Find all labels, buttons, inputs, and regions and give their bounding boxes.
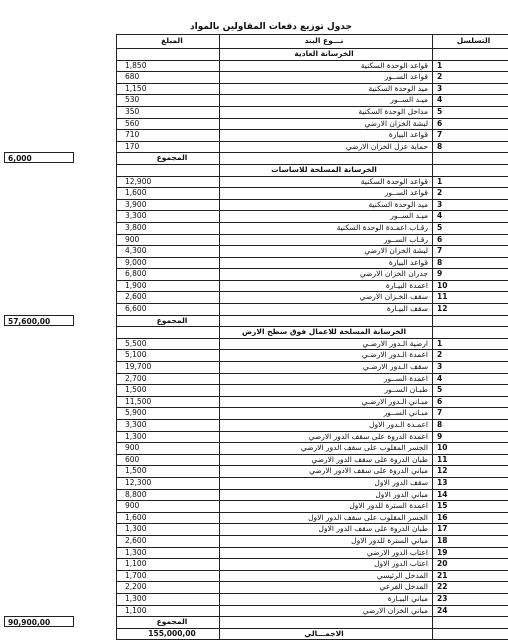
row-amount: 680 [117, 72, 220, 83]
row-amount: 12,300 [117, 478, 220, 489]
table-row [117, 246, 508, 258]
row-seq: 13 [433, 478, 508, 489]
row-amount: 2,700 [117, 374, 220, 385]
row-seq: 22 [433, 582, 508, 593]
table-row [117, 61, 508, 73]
row-amount: 710 [117, 130, 220, 141]
table-row [117, 200, 508, 212]
table-row [117, 350, 508, 362]
row-item: ميـد الســور [220, 95, 433, 106]
grand-total-row [117, 629, 508, 640]
subtotal-row [117, 316, 508, 328]
row-amount: 1,900 [117, 281, 220, 292]
row-amount: 350 [117, 107, 220, 118]
subtotal-value: 6,000 [4, 152, 74, 163]
row-item: المدخل الفرعي [220, 582, 433, 593]
row-item: ميد الوحدة السكنية [220, 84, 433, 95]
row-seq: 5 [433, 107, 508, 118]
row-item: مبـاني الســور [220, 408, 433, 419]
row-amount: 1,500 [117, 385, 220, 396]
row-item: لبشة الخزان الارضي [220, 246, 433, 257]
section-seq-cell [433, 49, 508, 60]
row-item: المدخل الرئيسي [220, 571, 433, 582]
table-row [117, 95, 508, 107]
subtotal-seq-cell [433, 316, 508, 327]
row-seq: 23 [433, 594, 508, 605]
subtotal-item-cell [220, 316, 433, 327]
row-item: قواعد الســور [220, 72, 433, 83]
row-seq: 18 [433, 536, 508, 547]
row-item: طبان الدروة على سقف الدور الاول [220, 524, 433, 535]
row-item: جدران الخزان الارضي [220, 269, 433, 280]
row-amount: 6,600 [117, 304, 220, 315]
row-seq: 7 [433, 408, 508, 419]
row-item: الجسر المقلوب على سقف الدور الارضي [220, 443, 433, 454]
row-item: مبـاني الـدور الارضـي [220, 397, 433, 408]
table-row [117, 408, 508, 420]
table-row [117, 501, 508, 513]
row-item: اعتاب الدور الاول [220, 559, 433, 570]
table-row [117, 292, 508, 304]
row-seq: 9 [433, 432, 508, 443]
table-row [117, 304, 508, 316]
subtotal-row [117, 153, 508, 165]
header-item: نـــوع البند [220, 35, 433, 48]
row-amount: 9,000 [117, 258, 220, 269]
table-row [117, 582, 508, 594]
table-row [117, 513, 508, 525]
row-amount: 11,500 [117, 397, 220, 408]
table-row [117, 606, 508, 618]
row-seq: 5 [433, 223, 508, 234]
table-row [117, 281, 508, 293]
table-row [117, 524, 508, 536]
subtotal-value: 57,600,00 [4, 315, 74, 326]
row-seq: 2 [433, 188, 508, 199]
row-amount: 1,100 [117, 559, 220, 570]
row-amount: 1,700 [117, 571, 220, 582]
row-seq: 3 [433, 84, 508, 95]
row-amount: 900 [117, 443, 220, 454]
row-item: ميد الوحدة السكنية [220, 200, 433, 211]
row-seq: 3 [433, 362, 508, 373]
row-seq: 8 [433, 142, 508, 153]
row-seq: 8 [433, 420, 508, 431]
row-amount: 8,800 [117, 490, 220, 501]
row-amount: 1,300 [117, 432, 220, 443]
table-row [117, 269, 508, 281]
row-seq: 14 [433, 490, 508, 501]
row-item: قواعد البيارة [220, 258, 433, 269]
table-row [117, 559, 508, 571]
row-seq: 4 [433, 211, 508, 222]
row-amount: 6,800 [117, 269, 220, 280]
header-amount: المبلغ [117, 35, 220, 48]
row-seq: 4 [433, 374, 508, 385]
table-title: جدول توزيع دفعات المقاولين بالمواد [190, 22, 352, 32]
row-seq: 6 [433, 397, 508, 408]
table-header-row [117, 35, 508, 49]
row-item: مباني الخزان الارضي [220, 606, 433, 617]
row-amount: 12,900 [117, 177, 220, 188]
row-item: ارضية الـدور الارضـي [220, 339, 433, 350]
row-seq: 3 [433, 200, 508, 211]
row-seq: 9 [433, 269, 508, 280]
row-amount: 1,500 [117, 466, 220, 477]
table-row [117, 385, 508, 397]
row-amount: 3,300 [117, 420, 220, 431]
row-amount: 1,600 [117, 513, 220, 524]
table-row [117, 536, 508, 548]
row-seq: 10 [433, 443, 508, 454]
row-amount: 1,100 [117, 606, 220, 617]
row-amount: 5,900 [117, 408, 220, 419]
row-item: حماية عزل الخزان الارضي [220, 142, 433, 153]
section-title: الخرسانة المسلحة للاساسات [220, 165, 433, 176]
subtotal-seq-cell [433, 153, 508, 164]
row-seq: 7 [433, 246, 508, 257]
subtotal-label: المجموع [117, 153, 220, 164]
subtotal-seq-cell [433, 617, 508, 628]
section-title: الخرسانة المسلحة للاعمال فوق سطح الارض [220, 327, 433, 338]
grand-total-seq-cell [433, 629, 508, 640]
row-item: طبان الدروة على سقف الدور الارضي [220, 455, 433, 466]
table-row [117, 455, 508, 467]
row-seq: 24 [433, 606, 508, 617]
table-row [117, 466, 508, 478]
table-row [117, 258, 508, 270]
row-item: اعمدة السترة للدور الاول [220, 501, 433, 512]
section-amount-cell [117, 49, 220, 60]
subtotal-value: 90,900,00 [4, 616, 74, 627]
row-seq: 10 [433, 281, 508, 292]
row-amount: 2,600 [117, 292, 220, 303]
row-amount: 3,800 [117, 223, 220, 234]
row-seq: 7 [433, 130, 508, 141]
row-item: قواعد الســور [220, 188, 433, 199]
table-row [117, 374, 508, 386]
row-amount: 1,850 [117, 61, 220, 72]
section-seq-cell [433, 165, 508, 176]
row-seq: 17 [433, 524, 508, 535]
row-seq: 11 [433, 292, 508, 303]
row-item: رقـاب اعمـدة الوحدة السكنية [220, 223, 433, 234]
section-row [117, 165, 508, 177]
table-row [117, 478, 508, 490]
table-row [117, 548, 508, 560]
row-amount: 5,500 [117, 339, 220, 350]
table-row [117, 72, 508, 84]
table-row [117, 432, 508, 444]
row-seq: 2 [433, 350, 508, 361]
subtotal-item-cell [220, 617, 433, 628]
table-row [117, 188, 508, 200]
section-amount-cell [117, 327, 220, 338]
row-item: طبـان الســور [220, 385, 433, 396]
row-item: مباني الدور الاول [220, 490, 433, 501]
row-amount: 600 [117, 455, 220, 466]
row-item: اعتاب الدور الارضي [220, 548, 433, 559]
table-row [117, 235, 508, 247]
row-seq: 21 [433, 571, 508, 582]
table-row [117, 84, 508, 96]
row-item: سقف الـدور الارضـي [220, 362, 433, 373]
row-amount: 1,300 [117, 548, 220, 559]
row-seq: 6 [433, 235, 508, 246]
row-item: سقف الدور الاول [220, 478, 433, 489]
table-row [117, 130, 508, 142]
row-amount: 1,600 [117, 188, 220, 199]
row-amount: 530 [117, 95, 220, 106]
row-item: اعمدة البيـارة [220, 281, 433, 292]
row-amount: 2,600 [117, 536, 220, 547]
row-amount: 3,300 [117, 211, 220, 222]
table-row [117, 490, 508, 502]
row-seq: 15 [433, 501, 508, 512]
table-row [117, 119, 508, 131]
subtotal-label: المجموع [117, 316, 220, 327]
table-row [117, 339, 508, 351]
table-row [117, 142, 508, 154]
subtotal-label: المجموع [117, 617, 220, 628]
row-seq: 12 [433, 304, 508, 315]
row-seq: 4 [433, 95, 508, 106]
row-amount: 2,200 [117, 582, 220, 593]
table-row [117, 443, 508, 455]
row-amount: 1,300 [117, 524, 220, 535]
row-item: قواعد البيارة [220, 130, 433, 141]
row-seq: 19 [433, 548, 508, 559]
row-item: سقف البيـارة [220, 304, 433, 315]
section-row [117, 327, 508, 339]
row-item: ميـد الســور [220, 211, 433, 222]
row-item: لبشة الخزان الارضي [220, 119, 433, 130]
row-amount: 1,150 [117, 84, 220, 95]
section-row [117, 49, 508, 61]
row-seq: 1 [433, 177, 508, 188]
table-row [117, 397, 508, 409]
row-amount: 170 [117, 142, 220, 153]
row-seq: 6 [433, 119, 508, 130]
row-seq: 12 [433, 466, 508, 477]
row-item: مباني الدروة على سقف الادور الارضي [220, 466, 433, 477]
row-seq: 2 [433, 72, 508, 83]
grand-total-value: 155,000,00 [117, 629, 220, 640]
section-seq-cell [433, 327, 508, 338]
row-item: قواعد الوحدة السكنية [220, 177, 433, 188]
row-seq: 11 [433, 455, 508, 466]
row-seq: 1 [433, 61, 508, 72]
row-seq: 5 [433, 385, 508, 396]
row-item: رقـاب الســور [220, 235, 433, 246]
table-row [117, 362, 508, 374]
row-amount: 1,300 [117, 594, 220, 605]
row-amount: 5,100 [117, 350, 220, 361]
table-row [117, 211, 508, 223]
row-item: الجسر المقلوب على سقف الدور الاول [220, 513, 433, 524]
row-item: مداخل الوحدة السكنية [220, 107, 433, 118]
table-row [117, 107, 508, 119]
header-seq: التسلسل [433, 35, 508, 48]
distribution-table [116, 34, 508, 640]
table-row [117, 571, 508, 583]
subtotal-row [117, 617, 508, 629]
row-item: اعمدة الســور [220, 374, 433, 385]
table-row [117, 420, 508, 432]
row-seq: 16 [433, 513, 508, 524]
row-item: سقف الخـزان الارضي [220, 292, 433, 303]
row-seq: 20 [433, 559, 508, 570]
grand-total-label: الاجمـــالي [220, 629, 433, 640]
row-item: مباني البيـارة [220, 594, 433, 605]
row-item: قواعد الوحدة السكنية [220, 61, 433, 72]
row-amount: 900 [117, 501, 220, 512]
subtotal-item-cell [220, 153, 433, 164]
table-row [117, 177, 508, 189]
row-item: اعمدة الـدور الارضـي [220, 350, 433, 361]
row-seq: 1 [433, 339, 508, 350]
table-row [117, 594, 508, 606]
row-amount: 900 [117, 235, 220, 246]
row-item: اعمـدة الـدور الاول [220, 420, 433, 431]
row-item: اعمدة الدروة على سقف الدور الارضي [220, 432, 433, 443]
row-amount: 560 [117, 119, 220, 130]
row-amount: 3,900 [117, 200, 220, 211]
row-amount: 4,300 [117, 246, 220, 257]
row-item: مباني السترة للدور الاول [220, 536, 433, 547]
row-amount: 19,700 [117, 362, 220, 373]
table-row [117, 223, 508, 235]
section-title: الخرسانة العادية [220, 49, 433, 60]
section-amount-cell [117, 165, 220, 176]
row-seq: 8 [433, 258, 508, 269]
